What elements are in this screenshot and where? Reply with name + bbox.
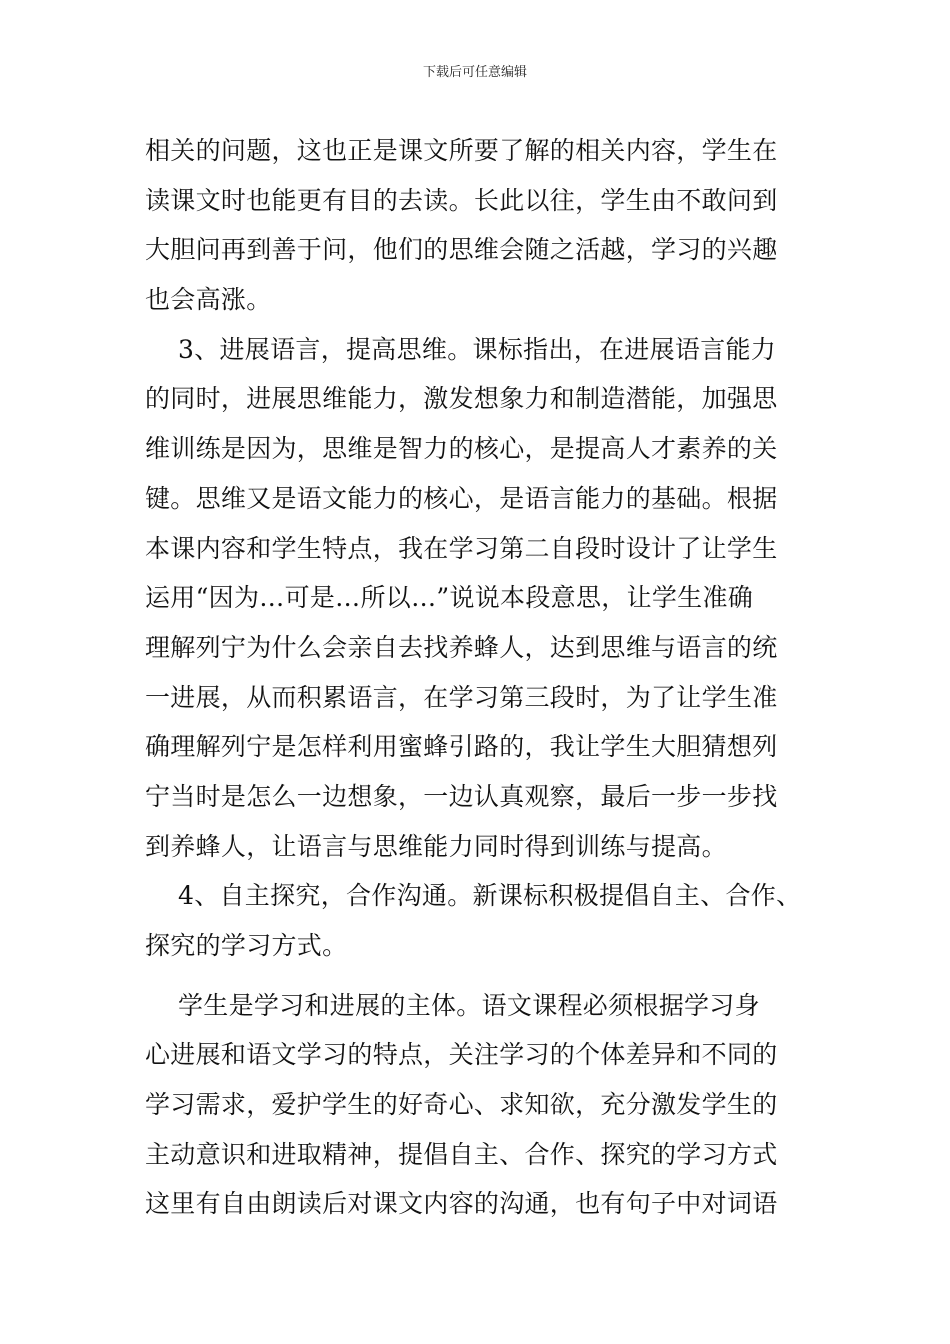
- text-line: 探究的学习方式。: [145, 931, 348, 960]
- text-line: 也会高涨。: [145, 285, 272, 315]
- text-line: 大胆问再到善于问，他们的思维会随之活越，学习的兴趣: [145, 235, 778, 265]
- text-line: 维训练是因为，思维是智力的核心，是提高人才素养的关: [145, 434, 778, 464]
- text-line: 这里有自由朗读后对课文内容的沟通，也有句子中对词语: [145, 1189, 778, 1219]
- text-line: 理解列宁为什么会亲自去找养蜂人，达到思维与语言的统: [145, 632, 778, 662]
- text-line: 学生是学习和进展的主体。语文课程必须根据学习身: [145, 990, 760, 1020]
- text-line: 心进展和语文学习的特点，关注学习的个体差异和不同的: [145, 1040, 778, 1070]
- text-line: 学习需求，爱护学生的好奇心、求知欲，充分激发学生的: [145, 1090, 778, 1120]
- document-body: [145, 126, 835, 1229]
- text-line: 本课内容和学生特点，我在学习第二自段时设计了让学生: [145, 533, 778, 563]
- text-line: 宁当时是怎么一边想象，一边认真观察，最后一步一步找: [145, 781, 778, 811]
- text-line: 一进展，从而积累语言，在学习第三段时，为了让学生准: [145, 682, 778, 712]
- page-header: 下载后可任意编辑: [422, 65, 527, 80]
- text-line: 到养蜂人，让语言与思维能力同时得到训练与提高。: [145, 831, 727, 861]
- text-line: 3、进展语言，提高思维。课标指出，在进展语言能力: [145, 334, 777, 364]
- text-line: 运用“因为…可是…所以…”说说本段意思，让学生准确: [145, 583, 754, 613]
- paragraph-gap: [145, 971, 835, 981]
- text-line: 读课文时也能更有目的去读。长此以往，学生由不敢问到: [145, 185, 778, 215]
- text-line: 主动意识和进取精神，提倡自主、合作、探究的学习方式: [145, 1139, 778, 1169]
- text-line: 确理解列宁是怎样利用蜜蜂引路的，我让学生大胆猜想列: [145, 732, 778, 762]
- text-line: 相关的问题，这也正是课文所要了解的相关内容，学生在: [145, 136, 778, 165]
- text-line: 键。思维又是语文能力的核心，是语言能力的基础。根据: [145, 483, 778, 513]
- text-line: 的同时，进展思维能力，激发想象力和制造潜能，加强思: [145, 384, 778, 414]
- text-line: 4、自主探究，合作沟通。新课标积极提倡自主、合作、: [145, 881, 802, 911]
